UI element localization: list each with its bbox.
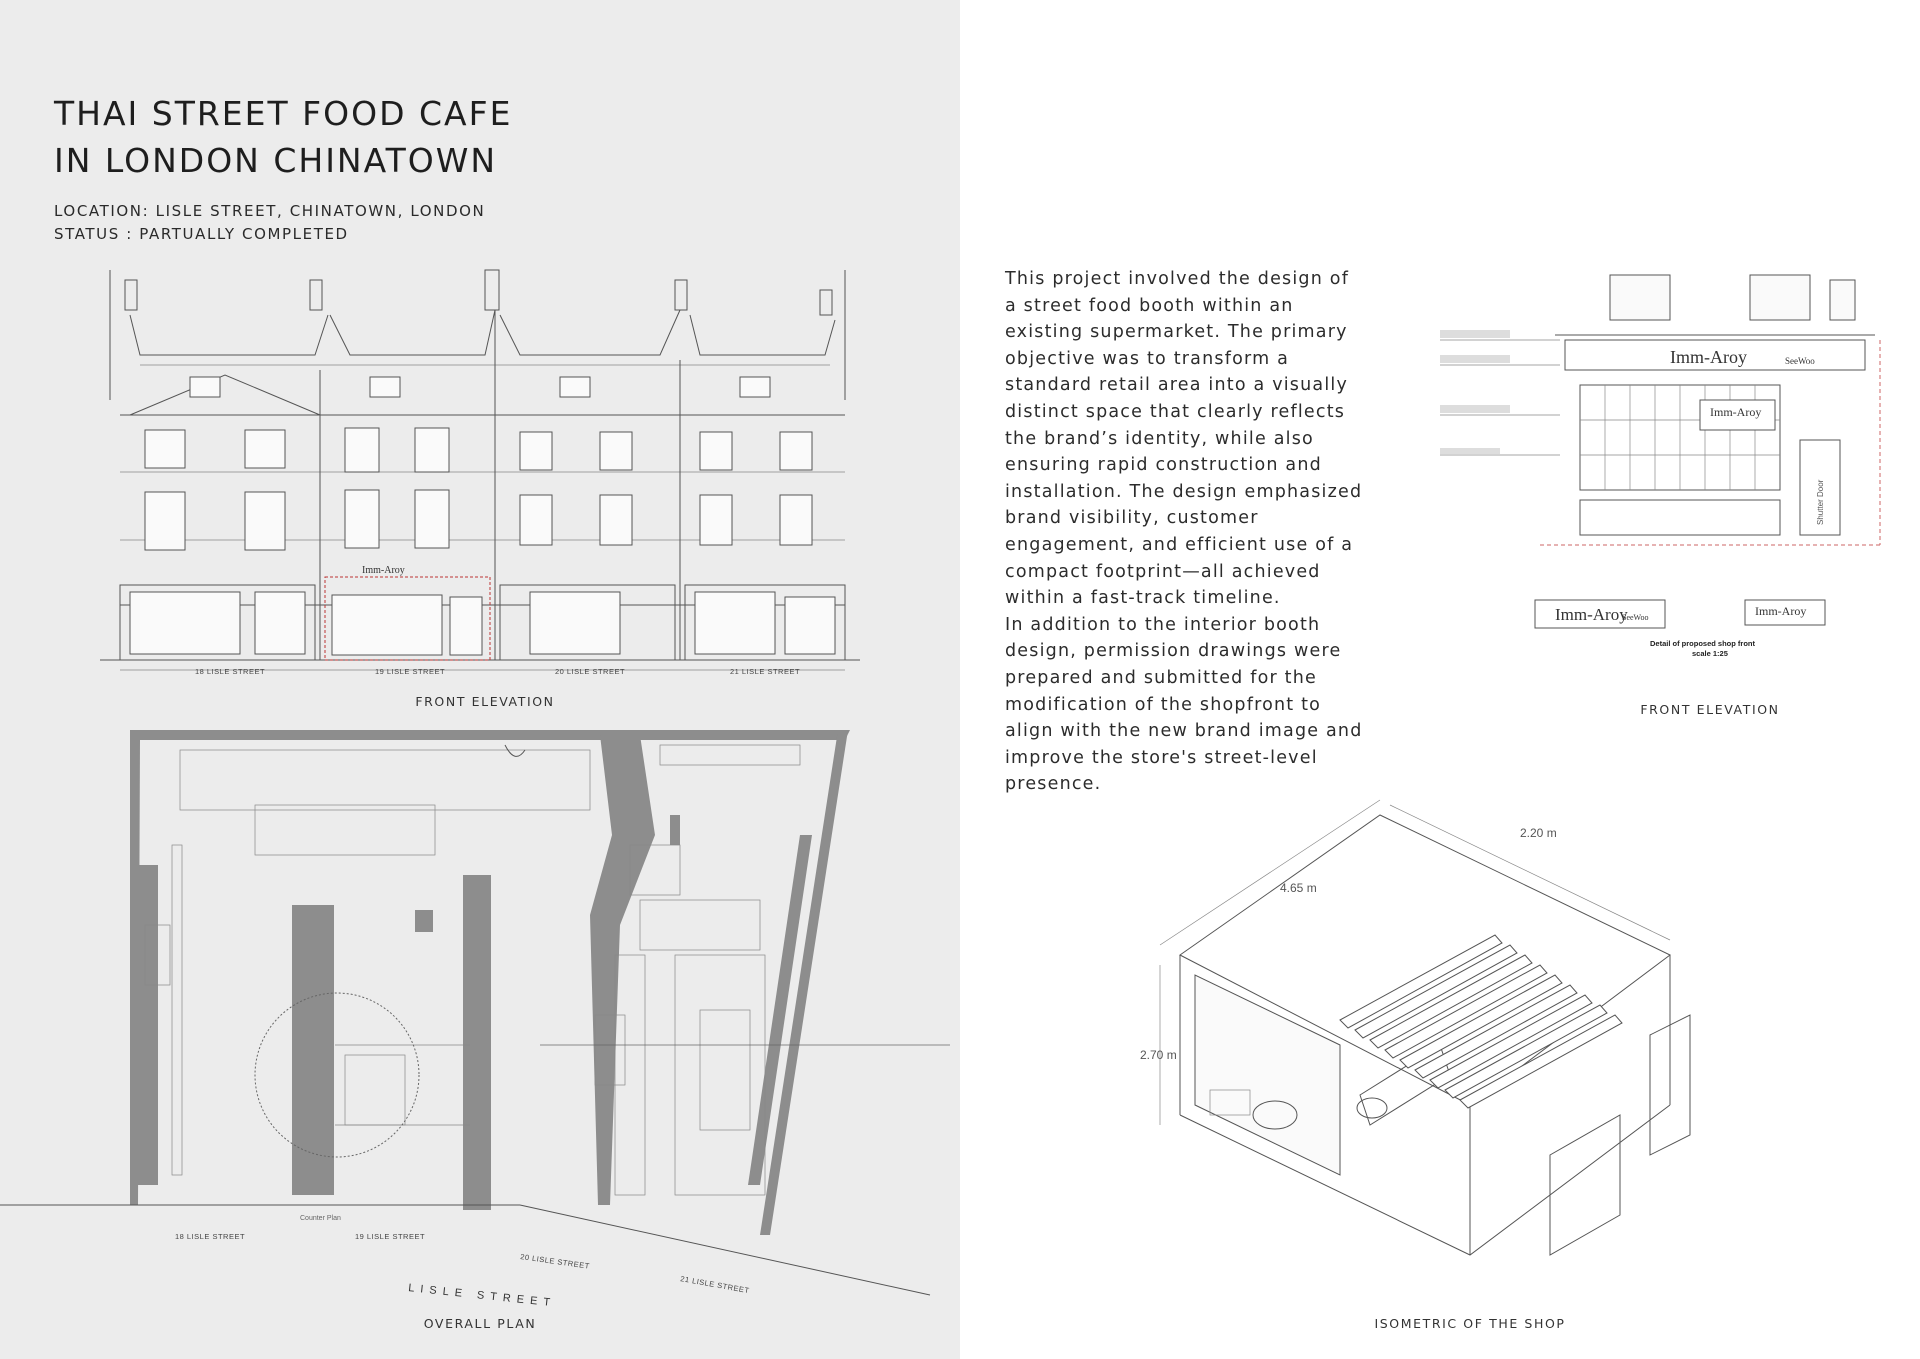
title-line-1: THAI STREET FOOD CAFE — [54, 94, 513, 133]
elevation-brand-sign: Imm-Aroy — [362, 565, 405, 576]
front-elevation-drawing — [100, 240, 860, 680]
plan-street-labels — [175, 1232, 750, 1295]
shopfront-fascia-secondary: SeeWoo — [1785, 356, 1815, 366]
plan-walls — [130, 730, 850, 1235]
description-paragraph-1: This project involved the design of a street food booth within an existing supermarket. The primary objective was to transform a standard retail area into a visually distinct space that clearly reflects the brand’s identity, while also ensuring rapid construction and installation. The design emphasized brand visibility, customer engagement, and efficient use of a compact footprint—all achieved within a fast-track timeline. — [1005, 269, 1363, 609]
shopfront-notes — [1440, 330, 1560, 455]
isometric-dim-width: 2.20 m — [1520, 826, 1557, 840]
isometric-dim-length: 4.65 m — [1280, 881, 1317, 895]
isometric-drawing — [1140, 775, 1770, 1275]
middle-windows — [145, 490, 812, 550]
elevation-street-label-18: 18 LISLE STREET — [195, 667, 266, 676]
detail-sign-brand: Imm-Aroy — [1555, 605, 1628, 624]
project-description — [1005, 266, 1365, 798]
shopfront-upper-windows — [1610, 275, 1855, 320]
caption-overall-plan: OVERALL PLAN — [423, 1316, 537, 1331]
isometric-dim-height: 2.70 m — [1140, 1048, 1177, 1062]
detail-title: Detail of proposed shop front — [1650, 639, 1755, 648]
caption-isometric: ISOMETRIC OF THE SHOP — [1374, 1316, 1566, 1331]
title-line-2: IN LONDON CHINATOWN — [54, 141, 498, 180]
counter-plan-label: Counter Plan — [300, 1215, 341, 1222]
detail-scale: scale 1:25 — [1692, 649, 1728, 658]
plan-street-label-19: 19 LISLE STREET — [355, 1232, 426, 1241]
plan-street-name: LISLE STREET — [407, 1282, 557, 1310]
elevation-street-label-20: 20 LISLE STREET — [555, 667, 626, 676]
status-text: STATUS : PARTUALLY COMPLETED — [54, 225, 349, 243]
shopfront-door-label: Shutter Door — [1816, 479, 1825, 525]
overall-plan-drawing — [0, 725, 950, 1315]
detail-sign-secondary: SeeWoo — [1622, 613, 1649, 622]
plan-street-label-21: 21 LISLE STREET — [679, 1274, 751, 1296]
plan-street-label-18: 18 LISLE STREET — [175, 1232, 246, 1241]
caption-front-elevation-left: FRONT ELEVATION — [415, 694, 555, 709]
elevation-street-label-21: 21 LISLE STREET — [730, 667, 801, 676]
counter-highlight-circle — [255, 993, 419, 1157]
detail-hanging-brand: Imm-Aroy — [1755, 604, 1807, 618]
plan-street-label-20: 20 LISLE STREET — [519, 1252, 591, 1271]
page-title — [54, 90, 512, 184]
isometric-slats — [1340, 935, 1622, 1108]
upper-windows — [145, 428, 812, 472]
location-text: LOCATION: LISLE STREET, CHINATOWN, LONDON — [54, 202, 486, 220]
shopfront-fascia-brand: Imm-Aroy — [1670, 347, 1747, 367]
description-paragraph-2: In addition to the interior booth design, permission drawings were prepared and submitted for the modification of the shopfront to align with the new brand image and improve the store's street-level presence. — [1005, 614, 1363, 795]
shopfront-elevation-drawing — [1440, 270, 1880, 660]
elevation-street-label-19: 19 LISLE STREET — [375, 667, 446, 676]
shopfronts — [120, 565, 845, 660]
elevation-street-labels — [120, 667, 845, 676]
caption-front-elevation-right: FRONT ELEVATION — [1640, 702, 1780, 717]
dormer-windows — [190, 377, 770, 397]
shopfront-hanging-sign: Imm-Aroy — [1710, 405, 1762, 419]
